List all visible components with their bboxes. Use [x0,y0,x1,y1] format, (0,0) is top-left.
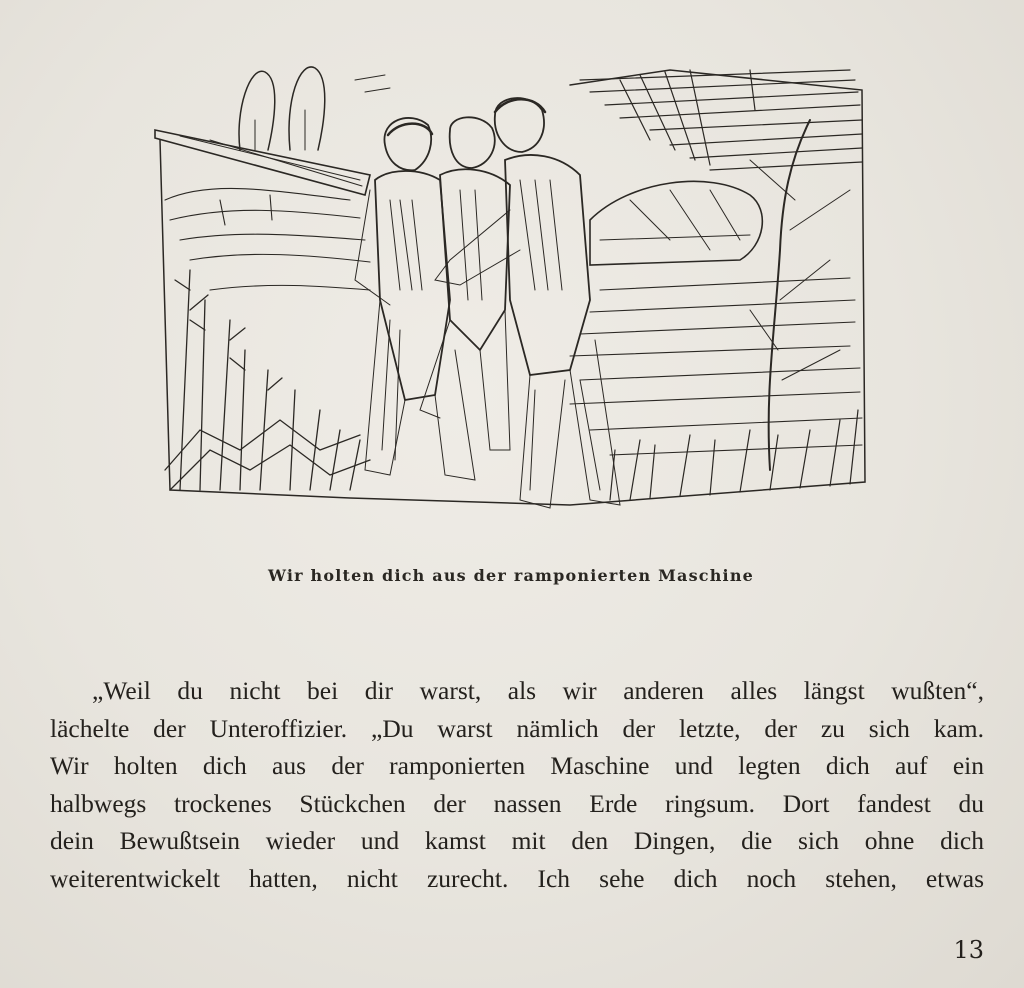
text-line: weiterentwickelt hatten, nicht zurecht. Ich sehe dich noch stehen, etwas [50,863,984,893]
illustration-caption: Wir holten dich aus der ramponierten Maschine [267,566,755,585]
body-paragraph [50,672,984,897]
illustration [150,50,872,525]
woodcut-illustration-icon [150,50,872,525]
text-line: Wir holten dich aus der ramponierten Maschine und legten dich auf ein [50,751,984,780]
text-line: „Weil du nicht bei dir warst, als wir anderen alles längst wußten“, [92,676,984,705]
text-line: lächelte der Unteroffizier. „Du warst nämlich der letzte, der zu sich kam. [50,713,984,743]
text-line: halbwegs trockenes Stückchen der nassen Erde ringsum. Dort fandest du [50,788,984,818]
text-line: dein Bewußtsein wieder und kamst mit den Dingen, die sich ohne dich [50,826,984,855]
page-number: 13 [953,936,984,964]
